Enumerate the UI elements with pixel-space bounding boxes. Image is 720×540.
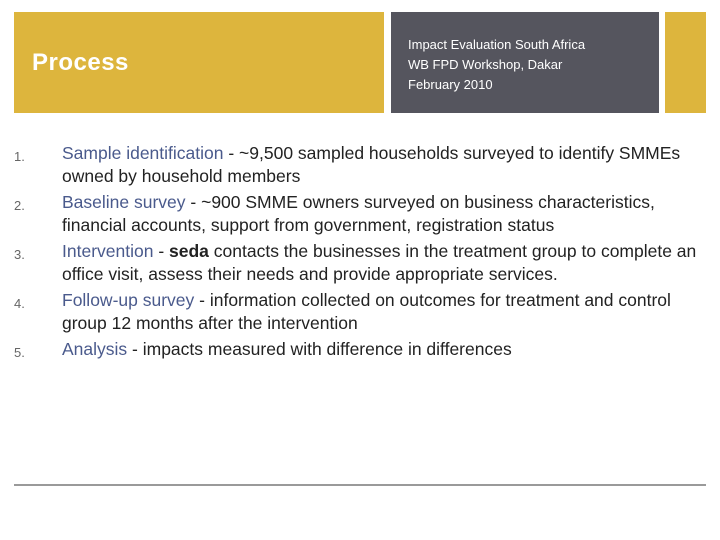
item-text: - impacts measured with difference in differences <box>127 339 512 359</box>
accent-block <box>665 12 706 113</box>
item-text: - ~900 SMME owners surveyed on business characteristics, financial accounts, support from government, registration status <box>62 192 655 235</box>
item-term: Follow-up survey <box>62 290 195 310</box>
list-item <box>14 191 706 237</box>
title-banner <box>14 12 384 113</box>
item-text: - information collected on outcomes for treatment and control group 12 months after the intervention <box>62 290 671 333</box>
subtitle-line-3: February 2010 <box>408 77 493 92</box>
item-text: - ~9,500 sampled households surveyed to identify SMMEs owned by household members <box>62 143 681 186</box>
item-term: Baseline survey <box>62 192 186 212</box>
list-item <box>14 142 706 188</box>
list-item <box>14 289 706 335</box>
item-text: contacts the businesses in the treatment group to complete an office visit, assess their needs and provide appropriate services. <box>62 241 697 284</box>
subtitle-line-1: Impact Evaluation South Africa <box>408 37 586 52</box>
item-text-prefix: - <box>153 241 170 261</box>
bottom-divider <box>14 484 706 486</box>
item-term: Sample identification <box>62 143 224 163</box>
process-list <box>14 142 706 364</box>
item-number: 5. <box>14 345 25 360</box>
seda-name: seda <box>169 241 209 261</box>
item-number: 1. <box>14 149 25 164</box>
item-term: Intervention <box>62 241 154 261</box>
subtitle-line-2: WB FPD Workshop, Dakar <box>408 57 563 72</box>
subtitle-panel <box>391 12 659 113</box>
page-title: Process <box>32 49 129 76</box>
item-number: 3. <box>14 247 25 262</box>
item-term: Analysis <box>62 339 128 359</box>
item-number: 4. <box>14 296 25 311</box>
list-item <box>14 338 706 361</box>
list-item <box>14 240 706 286</box>
item-number: 2. <box>14 198 25 213</box>
